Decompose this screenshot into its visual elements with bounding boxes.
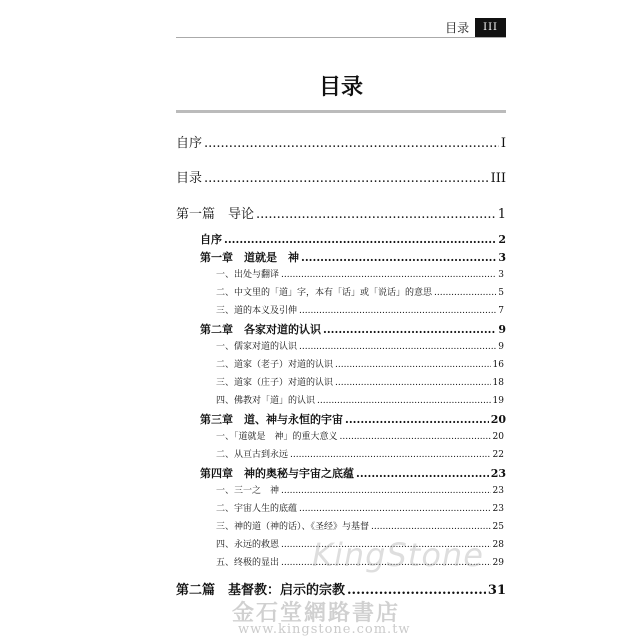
toc-entry-page: 2 — [498, 233, 506, 246]
toc-entry-title: 目录 — [176, 171, 203, 186]
toc-entry-page: I — [500, 136, 506, 151]
toc-entry-title: 自序 — [176, 136, 203, 151]
toc-entry-page: 23 — [490, 467, 506, 480]
toc-entry-title: 第三章 道、神与永恒的宇宙 — [200, 413, 343, 426]
toc-entry-subsection[interactable] — [216, 267, 504, 280]
toc-entry-title: 三、道家（庄子）对道的认识 — [216, 378, 334, 388]
toc-entry-page: 20 — [490, 413, 506, 426]
title-rule — [176, 110, 506, 113]
toc-entry-page: 1 — [497, 207, 506, 222]
toc-entry-title: 五、终极的显出 — [216, 558, 280, 568]
toc-entry-page: 23 — [492, 504, 504, 514]
toc-entry-subsection[interactable] — [216, 447, 504, 460]
page-title: 目录 — [318, 75, 363, 100]
toc-entry-title: 二、道家（老子）对道的认识 — [216, 360, 334, 370]
toc-entry-chapter-3[interactable] — [200, 411, 506, 427]
toc-entry-title: 四、佛教对「道」的认识 — [216, 396, 316, 406]
toc-entry-page: 25 — [492, 522, 504, 532]
toc-entry-title: 四、永远的救恩 — [216, 540, 280, 550]
toc-entry-title: 第二章 各家对道的认识 — [200, 323, 321, 336]
toc-entry-title: 第四章 神的奥秘与宇宙之底蕴 — [200, 467, 354, 480]
running-header-page-number: III — [475, 18, 506, 38]
toc-entry-title: 第一篇 导论 — [176, 207, 255, 222]
toc-entry-subsection[interactable] — [216, 519, 504, 532]
toc-entry-page: 3 — [498, 270, 504, 280]
toc-entry-page: 16 — [492, 360, 504, 370]
toc-entry-title: 三、道的本义及引伸 — [216, 306, 298, 316]
toc-entry-page: 20 — [492, 432, 504, 442]
toc-entry-subsection[interactable] — [216, 339, 504, 352]
toc-entry-title: 二、从亘古到永远 — [216, 450, 289, 460]
toc-entry-title: 一、儒家对道的认识 — [216, 342, 298, 352]
toc-entry-page: 29 — [492, 558, 504, 568]
toc-entry-title: 第二篇 基督教：启示的宗教 — [176, 583, 346, 598]
toc-entry-title: 自序 — [200, 233, 222, 246]
running-header-label: 目录 — [445, 21, 470, 35]
toc-entry-title: 二、中文里的「道」字，本有「话」或「说话」的意思 — [216, 288, 433, 298]
toc-entry-subsection[interactable] — [216, 303, 504, 316]
header-rule — [176, 37, 506, 38]
toc-entry-title: 一、出处与翻译 — [216, 270, 280, 280]
toc-entry-page: 31 — [487, 583, 506, 598]
watermark-url: www.kingstone.com.tw — [238, 622, 411, 637]
toc-entry-page: 9 — [498, 342, 504, 352]
toc-entry-page: 5 — [498, 288, 504, 298]
toc-entry-title: 第一章 道就是 神 — [200, 251, 299, 264]
toc-entry-title: 一、三一之 神 — [216, 486, 280, 496]
toc-entry-subsection[interactable] — [216, 375, 504, 388]
toc-entry-preface[interactable] — [176, 132, 506, 151]
toc-entry-page: 9 — [498, 323, 506, 336]
running-header — [445, 18, 506, 38]
toc-entry-subsection[interactable] — [216, 483, 504, 496]
watermark-brand: KingStone — [312, 536, 484, 574]
toc-entry-page: 28 — [492, 540, 504, 550]
toc-entry-page: 23 — [492, 486, 504, 496]
toc-entry-subsection[interactable] — [216, 501, 504, 514]
toc-entry-subsection[interactable] — [216, 393, 504, 406]
toc-entry-page: 19 — [492, 396, 504, 406]
toc-entry-title: 二、宇宙人生的底蕴 — [216, 504, 298, 514]
toc-entry-page: III — [490, 171, 506, 186]
toc-entry-part-1[interactable] — [176, 203, 506, 222]
toc-entry-subsection[interactable] — [216, 285, 504, 298]
toc-entry-chapter-2[interactable] — [200, 321, 506, 337]
toc-entry-chapter-4[interactable] — [200, 465, 506, 481]
toc-entry-page: 18 — [492, 378, 504, 388]
toc-entry-title: 三、神的道（神的话）、《圣经》与基督 — [216, 522, 370, 532]
toc-entry-subsection[interactable] — [216, 429, 504, 442]
toc-entry-subsection[interactable] — [216, 357, 504, 370]
toc-entry-page: 3 — [498, 251, 506, 264]
toc-entry-contents[interactable] — [176, 167, 506, 186]
watermark-store-name: 金石堂網路書店 — [232, 600, 401, 626]
toc-entry-page: 7 — [498, 306, 504, 316]
toc-entry-chapter-1[interactable] — [200, 249, 506, 265]
toc-entry-section-preface[interactable] — [200, 231, 506, 247]
toc-entry-page: 22 — [492, 450, 504, 460]
toc-entry-title: 一、「道就是 神」的重大意义 — [216, 432, 338, 442]
